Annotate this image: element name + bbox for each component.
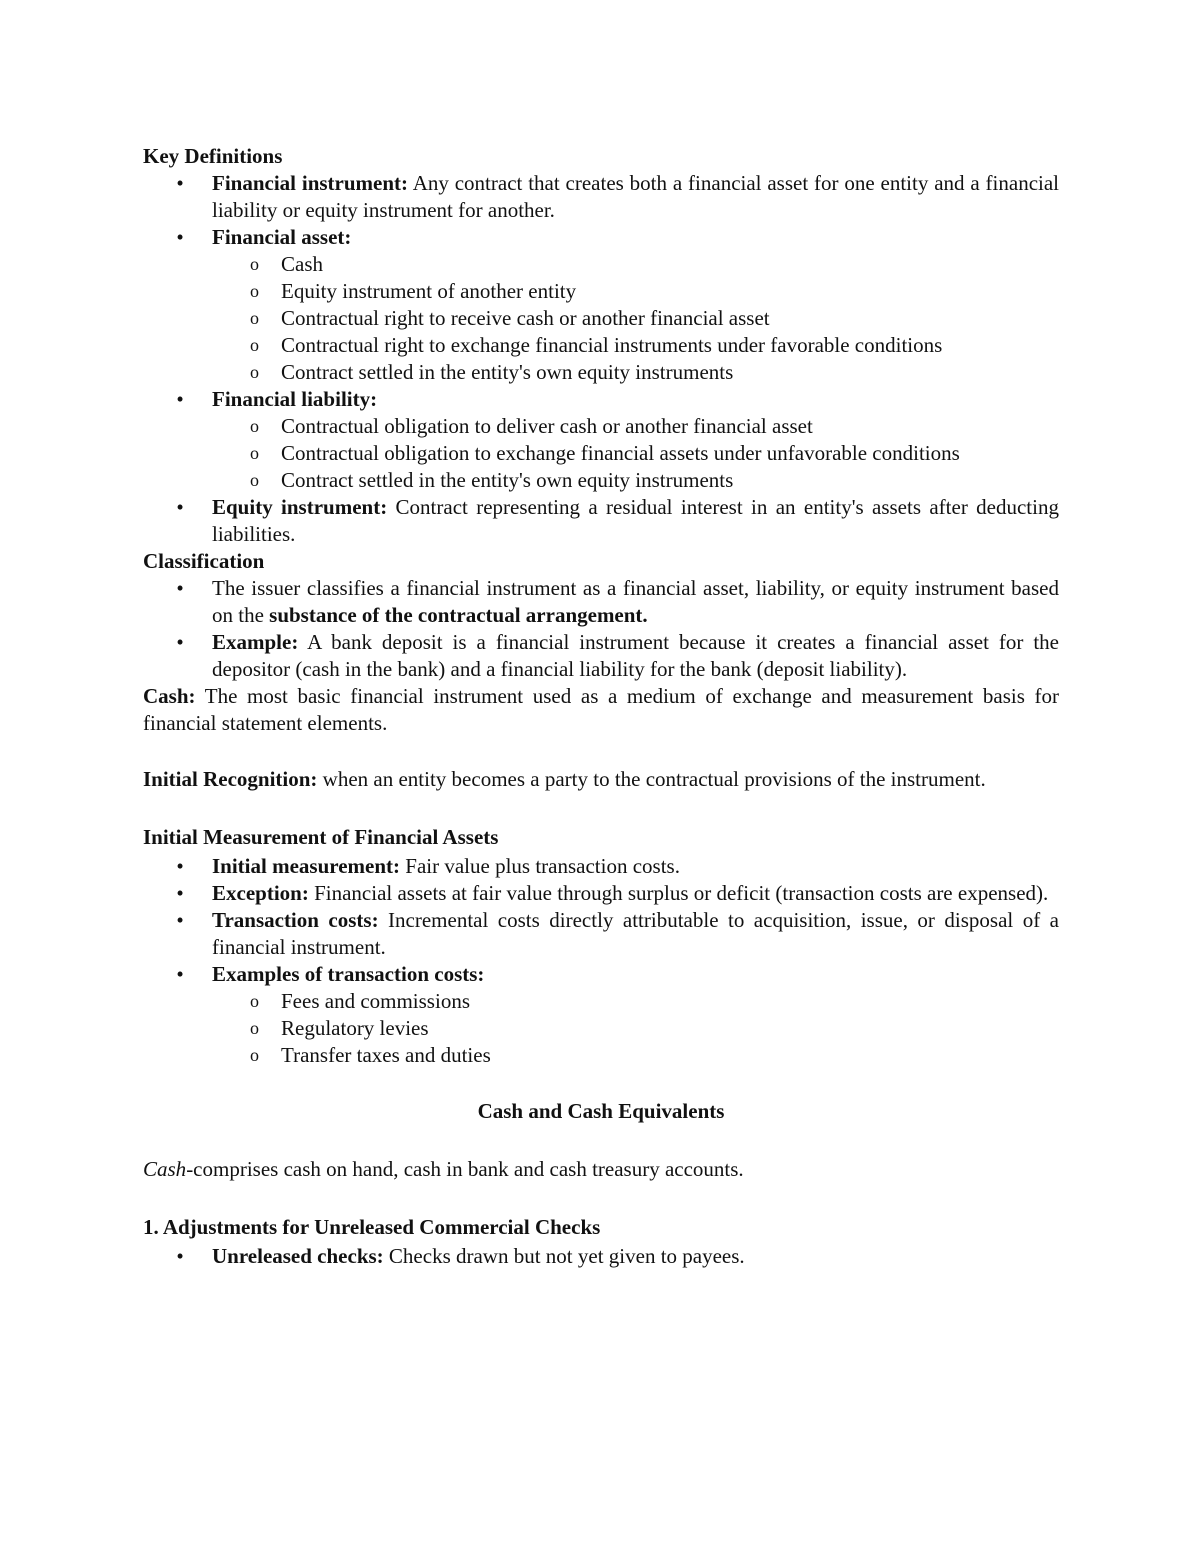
sub-bullet-icon: o: [250, 281, 259, 301]
list-item: [143, 170, 1059, 224]
classification-heading: Classification: [143, 549, 265, 573]
term: Exception:: [212, 881, 309, 905]
key-definitions-list: [143, 170, 1059, 548]
cash-comprises: [143, 1154, 1059, 1185]
item-text: Equity instrument of another entity: [281, 279, 577, 303]
sub-bullet-icon: o: [250, 362, 259, 382]
sub-bullet-icon: o: [250, 335, 259, 355]
term: Financial liability:: [212, 387, 378, 411]
bullet-icon: •: [176, 225, 184, 249]
term: Initial measurement:: [212, 854, 401, 878]
list-item: [143, 880, 1059, 907]
term: Initial Recognition:: [143, 767, 318, 791]
definition-text: The most basic financial instrument used as a medium of exchange and measurement basis for financial statement elements.: [143, 684, 1059, 735]
bullet-icon: •: [176, 881, 184, 905]
initial-measurement-list: [143, 853, 1059, 1069]
list-item: [143, 386, 1059, 494]
bullet-icon: •: [176, 171, 184, 195]
list-item: [143, 224, 1059, 386]
item-text: A bank deposit is a financial instrument because it creates a financial asset for the depositor (cash in the bank) and a financial liability for the bank (deposit liability).: [212, 630, 1059, 681]
definition-text: Contract representing a residual interest in an entity's assets after deducting liabilities.: [212, 495, 1059, 546]
item-text: Regulatory levies: [281, 1016, 429, 1040]
bullet-icon: •: [176, 854, 184, 878]
list-item: [143, 907, 1059, 961]
item-text: Contractual right to exchange financial instruments under favorable conditions: [281, 333, 943, 357]
sub-bullet-icon: o: [250, 416, 259, 436]
list-item: [212, 467, 1059, 494]
bullet-icon: •: [176, 495, 184, 519]
bullet-icon: •: [176, 630, 184, 654]
term: Examples of transaction costs:: [212, 962, 485, 986]
adjustments-heading: 1. Adjustments for Unreleased Commercial Checks: [143, 1215, 601, 1239]
term: Cash:: [143, 684, 196, 708]
list-item: [143, 853, 1059, 880]
item-text: Contract settled in the entity's own equity instruments: [281, 468, 734, 492]
bullet-icon: •: [176, 908, 184, 932]
term: Transaction costs:: [212, 908, 379, 932]
adjustments-list: [143, 1243, 1059, 1270]
list-item: [212, 413, 1059, 440]
item-text: Cash: [281, 252, 323, 276]
term: Financial instrument:: [212, 171, 409, 195]
cash-definition: [143, 683, 1059, 737]
item-text: Transfer taxes and duties: [281, 1043, 491, 1067]
bullet-icon: •: [176, 962, 184, 986]
emphasis-text: substance of the contractual arrangement.: [269, 603, 648, 627]
list-item: [143, 1243, 1059, 1270]
bullet-icon: •: [176, 576, 184, 600]
item-text: The issuer classifies a financial instrument as a financial asset, liability, or equity instrument based on the: [212, 576, 1059, 627]
list-item: [212, 1015, 1059, 1042]
list-item: [143, 629, 1059, 683]
list-item: [212, 359, 1059, 386]
item-text: Fees and commissions: [281, 989, 470, 1013]
definition-text: when an entity becomes a party to the contractual provisions of the instrument.: [317, 767, 986, 791]
item-text: Financial assets at fair value through surplus or deficit (transaction costs are expensed).: [308, 881, 1049, 905]
list-item: [143, 494, 1059, 548]
list-item: [212, 332, 1059, 359]
cash-equivalents-title: Cash and Cash Equivalents: [477, 1099, 725, 1123]
list-item: [212, 1042, 1059, 1069]
item-text: Contractual obligation to exchange financial assets under unfavorable conditions: [281, 441, 960, 465]
item-text: Contractual right to receive cash or another financial asset: [281, 306, 770, 330]
term: Equity instrument:: [212, 495, 388, 519]
key-definitions-heading: Key Definitions: [143, 144, 283, 168]
definition-text: Any contract that creates both a financial asset for one entity and a financial liability or equity instrument for another.: [212, 171, 1060, 222]
list-item: [212, 440, 1059, 467]
sub-bullet-icon: o: [250, 991, 259, 1011]
term: Cash: [143, 1157, 187, 1181]
sub-bullet-icon: o: [250, 308, 259, 328]
list-item: [143, 961, 1059, 1069]
financial-asset-sublist: [212, 251, 1059, 386]
item-text: Checks drawn but not yet given to payees.: [383, 1244, 745, 1268]
document-page: [143, 143, 1059, 1270]
classification-list: [143, 575, 1059, 683]
sub-bullet-icon: o: [250, 1018, 259, 1038]
item-text: Contractual obligation to deliver cash or another financial asset: [281, 414, 813, 438]
sub-bullet-icon: o: [250, 470, 259, 490]
item-text: Fair value plus transaction costs.: [400, 854, 680, 878]
initial-recognition: [143, 764, 1059, 795]
list-item: [212, 305, 1059, 332]
list-item: [212, 988, 1059, 1015]
bullet-icon: •: [176, 1244, 184, 1268]
term: Financial asset:: [212, 225, 352, 249]
financial-liability-sublist: [212, 413, 1059, 494]
transaction-costs-sublist: [212, 988, 1059, 1069]
list-item: [143, 575, 1059, 629]
term: Example:: [212, 630, 299, 654]
list-item: [212, 251, 1059, 278]
term: Unreleased checks:: [212, 1244, 384, 1268]
list-item: [212, 278, 1059, 305]
sub-bullet-icon: o: [250, 1045, 259, 1065]
bullet-icon: •: [176, 387, 184, 411]
sub-bullet-icon: o: [250, 443, 259, 463]
sub-bullet-icon: o: [250, 254, 259, 274]
item-text: Incremental costs directly attributable to acquisition, issue, or disposal of a financial instrument.: [212, 908, 1059, 959]
initial-measurement-heading: Initial Measurement of Financial Assets: [143, 825, 499, 849]
item-text: Contract settled in the entity's own equity instruments: [281, 360, 734, 384]
definition-text: -comprises cash on hand, cash in bank and cash treasury accounts.: [186, 1157, 744, 1181]
